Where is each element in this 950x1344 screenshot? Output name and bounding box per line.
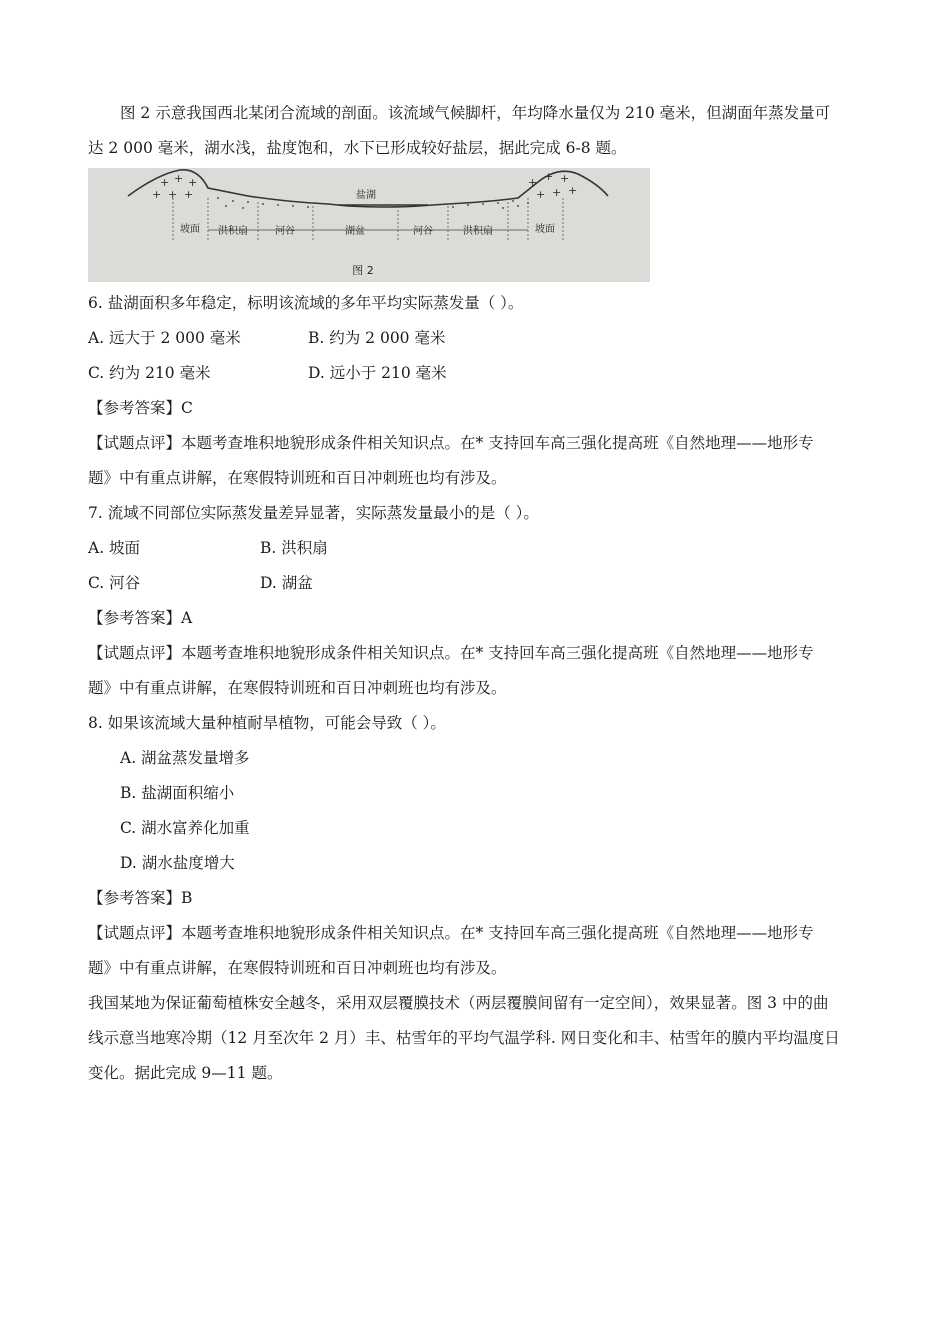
comment-line: 【试题点评】本题考查堆积地貌形成条件相关知识点。在* 支持回车高三强化提高班《自然地理——地形专 [88, 434, 814, 452]
figure-caption: 图 2 [352, 264, 374, 277]
option-a: A. 坡面 [88, 539, 141, 557]
svg-text:+: + [528, 176, 538, 189]
option-c: C. 河谷 [88, 574, 141, 592]
svg-text:+: + [188, 176, 198, 189]
question-6-options-row [88, 321, 868, 356]
zone-label: 湖盆 [345, 226, 365, 237]
svg-text:+: + [152, 188, 162, 201]
comment-line: 题》中有重点讲解，在寒假特训班和百日冲刺班也均有涉及。 [88, 469, 507, 487]
document-page [88, 96, 868, 1091]
answer-line: 【参考答案】C [88, 399, 193, 417]
svg-text:+: + [560, 172, 570, 185]
svg-text:+: + [536, 188, 546, 201]
comment-line: 【试题点评】本题考查堆积地貌形成条件相关知识点。在* 支持回车高三强化提高班《自然地理——地形专 [88, 924, 814, 942]
intro-paragraph-line: 图 2 示意我国西北某闭合流域的剖面。该流域气候脚杆，年均降水量仅为 210 毫米，但湖面年蒸发量可 [120, 104, 831, 122]
option-b: B. 盐湖面积缩小 [120, 784, 235, 802]
answer-line: 【参考答案】A [88, 609, 193, 627]
question-6-stem: 6. 盐湖面积多年稳定，标明该流域的多年平均实际蒸发量（ ）。 [88, 294, 524, 312]
svg-text:+: + [184, 188, 194, 201]
svg-text:+: + [568, 184, 578, 197]
option-b: B. 洪积扇 [260, 539, 328, 557]
option-a: A. 远大于 2 000 毫米 [88, 329, 241, 347]
zone-label: 坡面 [180, 224, 200, 235]
basin-profile-diagram [88, 168, 650, 282]
svg-text:+: + [544, 170, 554, 183]
option-a: A. 湖盆蒸发量增多 [120, 749, 250, 767]
option-d: D. 湖水盐度增大 [120, 854, 235, 872]
zone-label: 洪积扇 [463, 226, 493, 237]
option-d: D. 远小于 210 毫米 [308, 364, 447, 382]
zone-label: 洪积扇 [218, 226, 248, 237]
zone-label: 坡面 [535, 224, 555, 235]
option-d: D. 湖盆 [260, 574, 313, 592]
option-b: B. 约为 2 000 毫米 [308, 329, 446, 347]
comment-line: 题》中有重点讲解，在寒假特训班和百日冲刺班也均有涉及。 [88, 959, 507, 977]
intro-paragraph-line: 我国某地为保证葡萄植株安全越冬，采用双层覆膜技术（两层覆膜间留有一定空间），效果显著。图 3 中的曲 [88, 994, 829, 1012]
question-7-options-row [88, 531, 868, 566]
svg-text:+: + [174, 172, 184, 185]
comment-line: 题》中有重点讲解，在寒假特训班和百日冲刺班也均有涉及。 [88, 679, 507, 697]
svg-text:+: + [168, 188, 178, 201]
basin-profile-figure [88, 168, 650, 282]
option-c: C. 约为 210 毫米 [88, 364, 211, 382]
question-7-options-row [88, 566, 868, 601]
zone-label: 河谷 [275, 226, 295, 237]
question-7-stem: 7. 流域不同部位实际蒸发量差异显著，实际蒸发量最小的是（ ）。 [88, 504, 539, 522]
question-6-options-row [88, 356, 868, 391]
zone-label: 河谷 [413, 226, 433, 237]
intro-paragraph-line: 变化。据此完成 9—11 题。 [88, 1064, 283, 1082]
svg-text:+: + [552, 186, 562, 199]
intro-paragraph-line: 线示意当地寒冷期（12 月至次年 2 月）丰、枯雪年的平均气温学科. 网日变化和丰、枯雪年的膜内平均温度日 [88, 1029, 840, 1047]
comment-line: 【试题点评】本题考查堆积地貌形成条件相关知识点。在* 支持回车高三强化提高班《自然地理——地形专 [88, 644, 814, 662]
intro-paragraph-line: 达 2 000 毫米，湖水浅，盐度饱和，水下已形成较好盐层，据此完成 6-8 题。 [88, 139, 627, 157]
answer-line: 【参考答案】B [88, 889, 193, 907]
option-c: C. 湖水富养化加重 [120, 819, 250, 837]
lake-label: 盐湖 [356, 190, 376, 201]
svg-text:+: + [160, 176, 170, 189]
question-8-stem: 8. 如果该流域大量种植耐旱植物，可能会导致（ ）。 [88, 714, 446, 732]
